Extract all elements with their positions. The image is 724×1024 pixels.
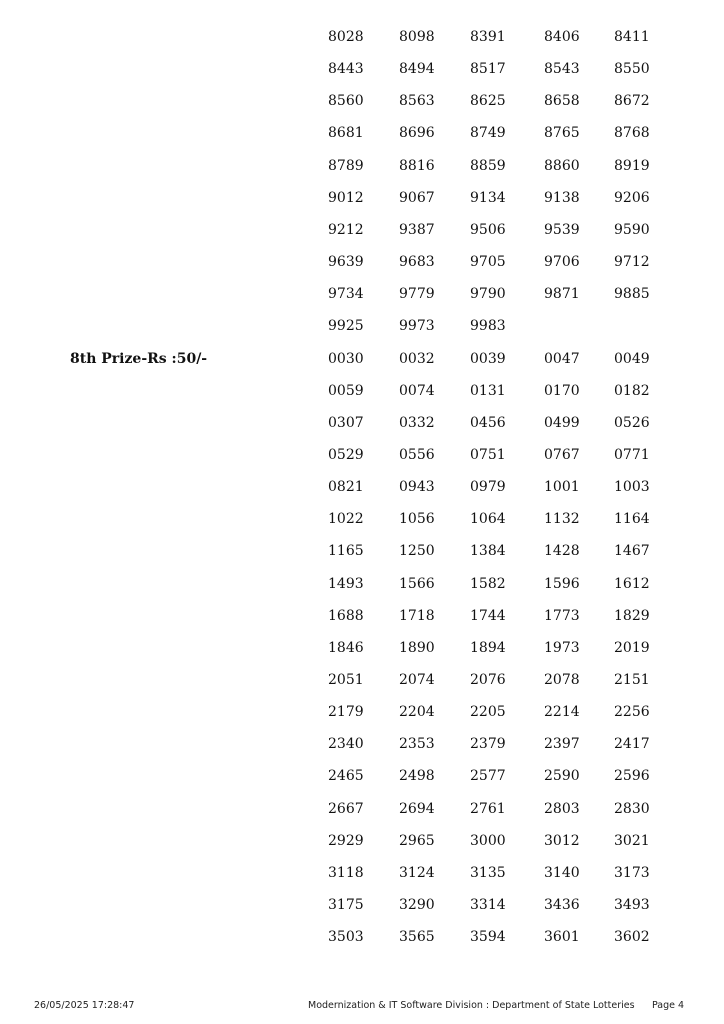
ticket-number: 9506: [470, 221, 506, 238]
ticket-number: 1688: [328, 607, 364, 624]
ticket-number: 0556: [399, 446, 435, 463]
ticket-number: 1164: [614, 511, 650, 528]
ticket-number: 8563: [399, 93, 435, 110]
ticket-number: 3012: [544, 832, 580, 849]
ticket-number: 1890: [399, 639, 435, 656]
ticket-number: 8391: [470, 29, 506, 45]
ticket-number: 2151: [614, 672, 650, 688]
ticket-number: 8696: [399, 125, 435, 142]
ticket-number: 8859: [470, 157, 506, 174]
ticket-number: 1056: [399, 511, 435, 528]
ticket-number: 2074: [399, 672, 435, 688]
ticket-number: 0943: [399, 479, 435, 496]
ticket-number: 8860: [544, 157, 580, 174]
ticket-number: 9134: [470, 189, 506, 206]
ticket-number: 2204: [399, 704, 435, 721]
ticket-number: 9067: [399, 189, 435, 206]
ticket-number: 0032: [399, 350, 435, 367]
ticket-number: 1493: [328, 575, 364, 592]
ticket-number: 0979: [470, 479, 506, 496]
ticket-number: 0771: [614, 446, 650, 463]
ticket-number: 0030: [328, 350, 364, 367]
ticket-number: 1829: [614, 607, 650, 624]
ticket-number: 2353: [399, 736, 435, 753]
ticket-number: 2179: [328, 704, 364, 721]
ticket-number: 8028: [328, 29, 364, 45]
ticket-number: 2417: [614, 736, 650, 753]
ticket-number: 1566: [399, 575, 435, 592]
ticket-number: 2397: [544, 736, 580, 753]
ticket-number: 1001: [544, 479, 580, 496]
ticket-number: 9138: [544, 189, 580, 206]
ticket-number: 9983: [470, 318, 506, 335]
ticket-number: 3602: [614, 929, 650, 946]
ticket-number: 9706: [544, 254, 580, 271]
ticket-number: 0059: [328, 382, 364, 399]
ticket-number: 8816: [399, 157, 435, 174]
ticket-number: 9539: [544, 221, 580, 238]
ticket-number: 3314: [470, 897, 506, 914]
ticket-number: 1165: [328, 543, 364, 560]
ticket-number: 9212: [328, 221, 364, 238]
ticket-number: 9790: [470, 286, 506, 303]
footer-page-number: Page 4: [652, 1000, 685, 1011]
ticket-number: 8765: [544, 125, 580, 142]
ticket-number: 3135: [470, 864, 506, 881]
ticket-number: 1003: [614, 479, 650, 496]
footer-department: Modernization & IT Software Division : Department of State Lotteries: [308, 1000, 635, 1011]
ticket-number: 3503: [328, 929, 364, 946]
ticket-number: 2379: [470, 736, 506, 753]
ticket-number: 1894: [470, 639, 506, 656]
ticket-number: 0456: [470, 414, 506, 431]
ticket-number: 3290: [399, 897, 435, 914]
ticket-number: 0821: [328, 479, 364, 496]
ticket-number: 0074: [399, 382, 435, 399]
ticket-number: 8789: [328, 157, 364, 174]
ticket-number: 2340: [328, 736, 364, 753]
ticket-number: 0307: [328, 414, 364, 431]
ticket-number: 1132: [544, 511, 580, 528]
ticket-number: 8625: [470, 93, 506, 110]
ticket-number: 2498: [399, 768, 435, 785]
ticket-number: 0047: [544, 350, 580, 367]
ticket-number: 9734: [328, 286, 364, 303]
ticket-number: 0767: [544, 446, 580, 463]
ticket-number: 8443: [328, 61, 364, 78]
ticket-number: 1973: [544, 639, 580, 656]
ticket-number: 3594: [470, 929, 506, 946]
ticket-number: 2929: [328, 832, 364, 849]
ticket-number: 3601: [544, 929, 580, 946]
ticket-number: 1612: [614, 575, 650, 592]
ticket-number: 9639: [328, 254, 364, 271]
ticket-number: 1022: [328, 511, 364, 528]
ticket-number: 3000: [470, 832, 506, 849]
ticket-number: 1846: [328, 639, 364, 656]
ticket-number: 9871: [544, 286, 580, 303]
ticket-number: 9590: [614, 221, 650, 238]
ticket-number: 2078: [544, 672, 580, 688]
ticket-number: 8517: [470, 61, 506, 78]
ticket-number: 1384: [470, 543, 506, 560]
ticket-number: 2830: [614, 800, 650, 817]
ticket-number: 3436: [544, 897, 580, 914]
ticket-number: 2803: [544, 800, 580, 817]
ticket-number: 0039: [470, 350, 506, 367]
ticket-number: 1744: [470, 607, 506, 624]
ticket-number: 8411: [614, 29, 650, 45]
ticket-number: 9012: [328, 189, 364, 206]
ticket-number: 8494: [399, 61, 435, 78]
ticket-number: 1250: [399, 543, 435, 560]
ticket-number: 3175: [328, 897, 364, 914]
ticket-number: 3493: [614, 897, 650, 914]
ticket-number: 0332: [399, 414, 435, 431]
ticket-number: 0526: [614, 414, 650, 431]
ticket-number: 0751: [470, 446, 506, 463]
ticket-number: 3124: [399, 864, 435, 881]
ticket-number: 9973: [399, 318, 435, 335]
ticket-number: 8768: [614, 125, 650, 142]
ticket-number: 3173: [614, 864, 650, 881]
ticket-number: 2256: [614, 704, 650, 721]
ticket-number: 0131: [470, 382, 506, 399]
prize-heading: 8th Prize-Rs :50/-: [70, 350, 208, 367]
ticket-number: 9779: [399, 286, 435, 303]
ticket-number: 8550: [614, 61, 650, 78]
ticket-number: 8406: [544, 29, 580, 45]
ticket-number: 2205: [470, 704, 506, 721]
ticket-number: 9387: [399, 221, 435, 238]
ticket-number: 2590: [544, 768, 580, 785]
ticket-number: 8543: [544, 61, 580, 78]
ticket-number: 8749: [470, 125, 506, 142]
ticket-number: 2465: [328, 768, 364, 785]
ticket-number: 2761: [470, 800, 506, 817]
ticket-number: 8919: [614, 157, 650, 174]
ticket-number: 2596: [614, 768, 650, 785]
ticket-number: 0182: [614, 382, 650, 399]
ticket-number: 1582: [470, 575, 506, 592]
ticket-number: 1718: [399, 607, 435, 624]
ticket-number: 1773: [544, 607, 580, 624]
ticket-number: 2965: [399, 832, 435, 849]
ticket-number: 8560: [328, 93, 364, 110]
footer-timestamp: 26/05/2025 17:28:47: [34, 1000, 135, 1011]
ticket-number: 2577: [470, 768, 506, 785]
ticket-number: 2667: [328, 800, 364, 817]
ticket-number: 8658: [544, 93, 580, 110]
ticket-number: 9885: [614, 286, 650, 303]
ticket-number: 9712: [614, 254, 650, 271]
ticket-number: 2214: [544, 704, 580, 721]
page-footer: [0, 996, 724, 1016]
ticket-number: 3021: [614, 832, 650, 849]
ticket-number: 9206: [614, 189, 650, 206]
ticket-number: 3118: [328, 864, 364, 881]
ticket-number: 3140: [544, 864, 580, 881]
ticket-number: 8098: [399, 29, 435, 45]
ticket-number: 9925: [328, 318, 364, 335]
ticket-number: 9683: [399, 254, 435, 271]
ticket-number: 0170: [544, 382, 580, 399]
ticket-number: 2694: [399, 800, 435, 817]
ticket-number: 0499: [544, 414, 580, 431]
ticket-number: 2051: [328, 672, 364, 688]
ticket-number: 1064: [470, 511, 506, 528]
ticket-number: 2076: [470, 672, 506, 688]
ticket-number: 0529: [328, 446, 364, 463]
ticket-number: 1467: [614, 543, 650, 560]
ticket-number: 8681: [328, 125, 364, 142]
ticket-number: 1596: [544, 575, 580, 592]
ticket-number: 3565: [399, 929, 435, 946]
ticket-number: 0049: [614, 350, 650, 367]
ticket-number: 1428: [544, 543, 580, 560]
ticket-number: 8672: [614, 93, 650, 110]
ticket-number: 9705: [470, 254, 506, 271]
ticket-number: 2019: [614, 639, 650, 656]
